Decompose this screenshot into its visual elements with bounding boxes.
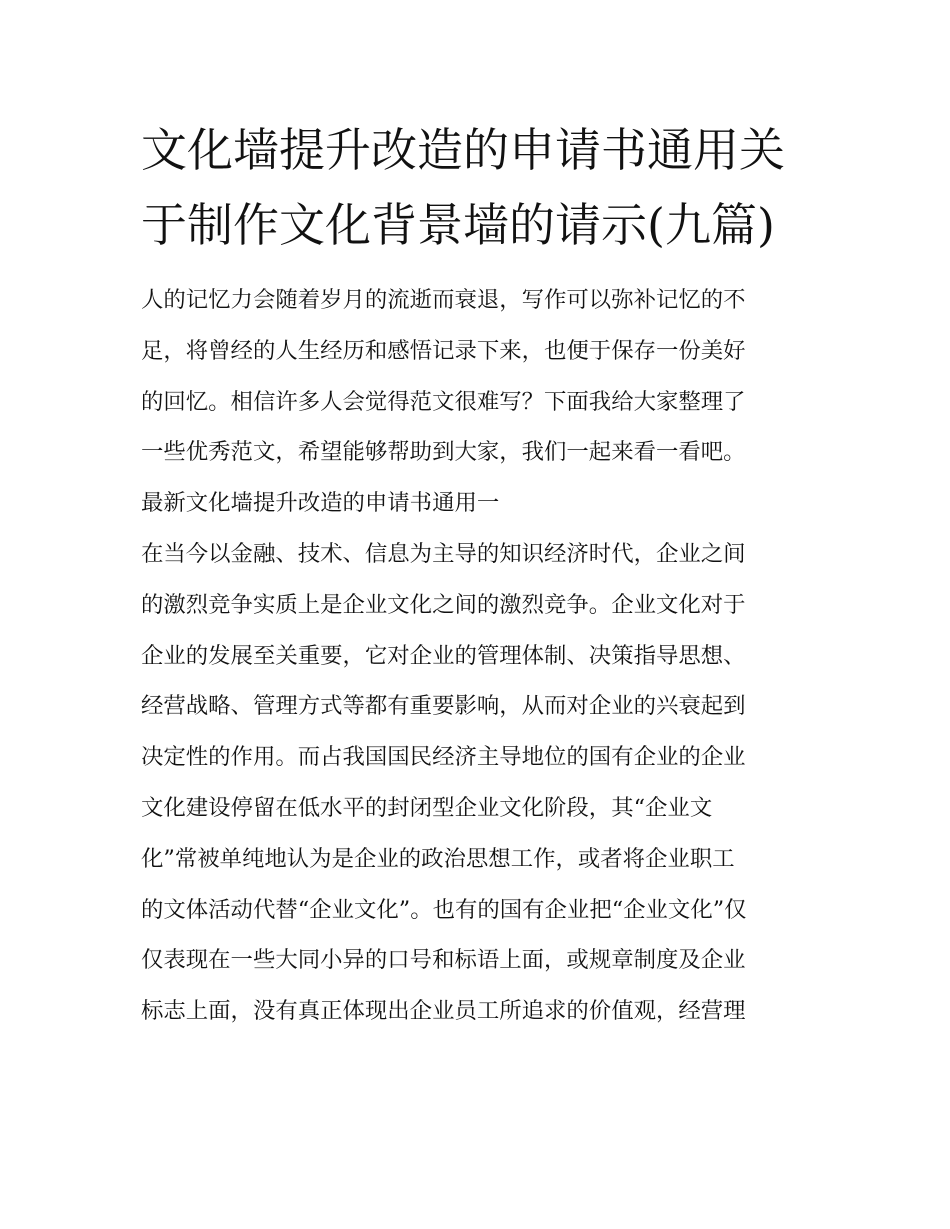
paragraph-line: 在当今以金融、技术、信息为主导的知识经济时代，企业之间 <box>141 540 746 567</box>
paragraph-line: 一些优秀范文，希望能够帮助到大家，我们一起来看一看吧。 <box>141 439 746 466</box>
paragraph-line: 文化建设停留在低水平的封闭型企业文化阶段，其“企业文 <box>141 794 713 821</box>
paragraph-line: 足，将曾经的人生经历和感悟记录下来，也便于保存一份美好 <box>141 337 746 364</box>
paragraph-line: 的回忆。相信许多人会觉得范文很难写？下面我给大家整理了 <box>141 388 746 415</box>
paragraph-line: 人的记忆力会随着岁月的流逝而衰退，写作可以弥补记忆的不 <box>141 287 746 313</box>
paragraph-line: 企业的发展至关重要，它对企业的管理体制、决策指导思想、 <box>141 642 746 669</box>
paragraph-line: 决定性的作用。而占我国国民经济主导地位的国有企业的企业 <box>141 744 746 771</box>
document-body <box>141 275 813 1037</box>
paragraph-line: 的激烈竞争实质上是企业文化之间的激烈竞争。企业文化对于 <box>141 591 746 618</box>
paragraph-line: 经营战略、管理方式等都有重要影响，从而对企业的兴衰起到 <box>141 693 746 720</box>
paragraph-line: 标志上面，没有真正体现出企业员工所追求的价值观，经营理 <box>141 998 746 1025</box>
document-title: 文化墙提升改造的申请书通用关于制作文化背景墙的请示(九篇) <box>141 123 785 252</box>
paragraph-line: 的文体活动代替“企业文化”。也有的国有企业把“企业文化”仅 <box>141 896 747 923</box>
section-heading: 最新文化墙提升改造的申请书通用一 <box>141 490 500 517</box>
paragraph-line: 化”常被单纯地认为是企业的政治思想工作，或者将企业职工 <box>141 845 735 872</box>
paragraph-line: 仅表现在一些大同小异的口号和标语上面，或规章制度及企业 <box>141 947 746 974</box>
document-page <box>141 113 813 1037</box>
